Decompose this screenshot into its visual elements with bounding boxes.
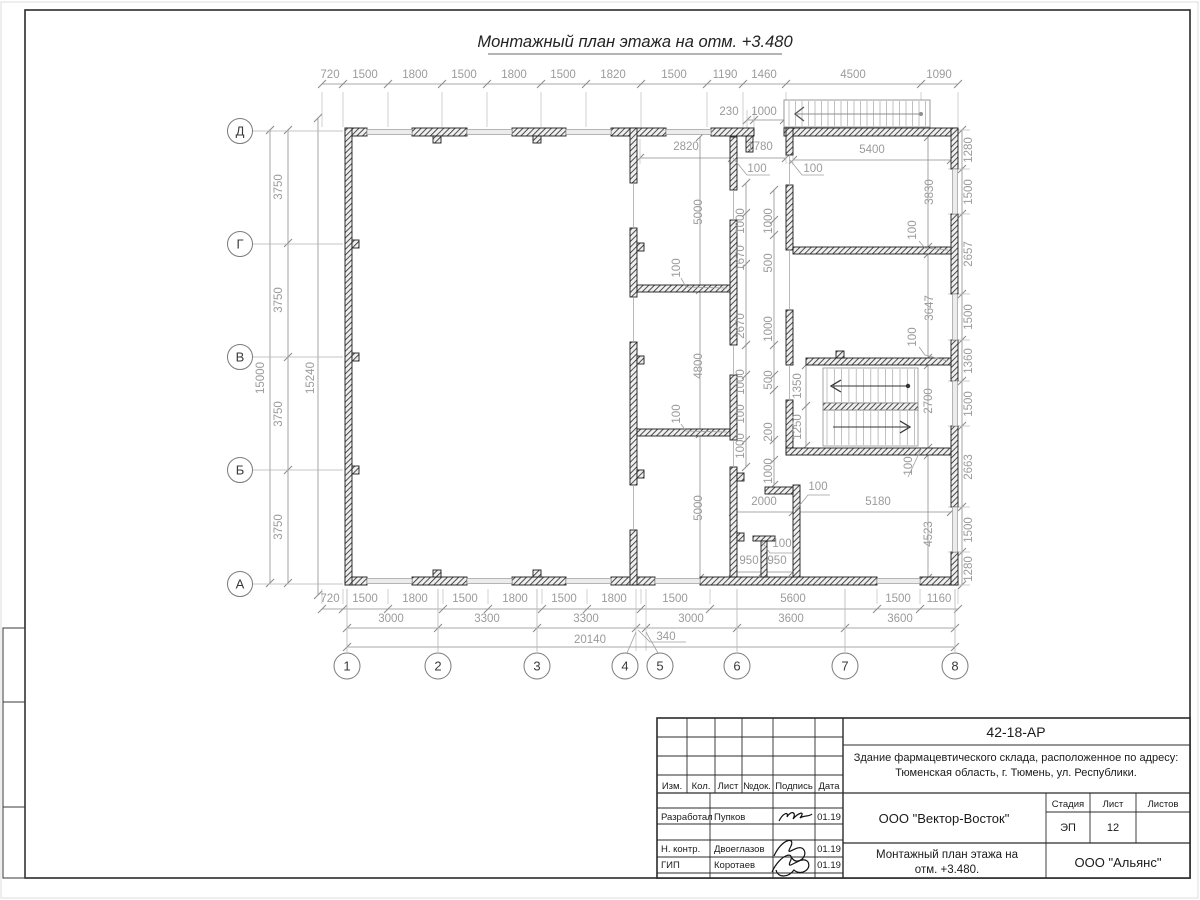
dim-label: 3750	[273, 401, 285, 427]
dim-label: 1000	[763, 316, 775, 342]
col-axis-label: 1	[343, 658, 351, 674]
sheets-label: Листов	[1147, 799, 1179, 810]
dim-label: 1500	[452, 593, 478, 605]
dim-label: 1280	[963, 556, 975, 582]
exterior-stair	[784, 100, 930, 127]
role-developer: Разработал	[661, 812, 713, 823]
dim-label: 1000	[763, 208, 775, 234]
col-axis-label: 3	[533, 658, 541, 674]
org-client: ООО "Альянс"	[1074, 855, 1162, 870]
dim-label: 1460	[751, 69, 777, 81]
col-izm: Изм.	[661, 781, 683, 792]
dim-label: 1000	[735, 208, 747, 234]
sheet-label: Лист	[1102, 799, 1124, 810]
stage-value: ЭП	[1060, 822, 1076, 834]
dim-label: 230	[719, 106, 739, 118]
dim-label: 3000	[678, 613, 704, 625]
col-ndok: №док.	[743, 781, 771, 792]
sheet-title: Монтажный план этажа на отм. +3.480	[477, 33, 793, 51]
dimension-lines	[266, 80, 970, 651]
dim-label: 3750	[273, 174, 285, 200]
dim-label: 1000	[735, 369, 747, 395]
date-developer: 01.19	[817, 812, 841, 823]
dim-label: 1500	[963, 517, 975, 543]
dim-label: 5000	[693, 199, 705, 225]
dim-label: 100	[747, 163, 767, 175]
dim-label: 1670	[735, 245, 747, 271]
col-axis-label: 5	[656, 658, 664, 674]
dim-label: 1820	[600, 69, 626, 81]
row-axis-label: А	[235, 576, 245, 592]
name-gip: Коротаев	[714, 860, 756, 871]
dim-label: 1500	[662, 593, 688, 605]
dim-label: 1280	[963, 137, 975, 163]
dim-label: 1500	[550, 69, 576, 81]
dim-label: 1800	[601, 593, 627, 605]
date-gip: 01.19	[817, 860, 841, 871]
dim-label: 100	[671, 258, 683, 278]
dim-label: 3300	[573, 613, 599, 625]
dim-label: 1780	[747, 141, 773, 153]
dim-label: 20140	[574, 634, 606, 646]
dim-label: 1500	[963, 391, 975, 417]
dim-label: 4500	[840, 69, 866, 81]
dim-label: 200	[763, 422, 775, 442]
row-axis-label: В	[235, 349, 245, 365]
dim-label: 15240	[305, 362, 317, 394]
dim-label: 100	[808, 481, 828, 493]
name-developer: Пупков	[714, 812, 746, 823]
dim-label: 1800	[402, 69, 428, 81]
walls	[345, 128, 958, 585]
row-axis-label: Г	[236, 236, 244, 252]
stair-arrow-dot	[919, 112, 923, 116]
dim-label: 1800	[502, 593, 528, 605]
dim-label: 1000	[751, 106, 777, 118]
col-axis-label: 8	[951, 658, 959, 674]
dim-label: 1500	[963, 304, 975, 330]
dim-label: 100	[907, 327, 919, 347]
dim-label: 1000	[735, 433, 747, 459]
dim-label: 100	[671, 404, 683, 424]
dim-label: 2000	[751, 496, 777, 508]
dim-label: 1500	[352, 69, 378, 81]
dim-label: 2670	[735, 313, 747, 339]
dim-label: 3300	[474, 613, 500, 625]
name-ncontrol: Двоеглазов	[714, 844, 765, 855]
dim-label: 4800	[693, 353, 705, 379]
dim-label: 1800	[501, 69, 527, 81]
dim-label: 3830	[924, 179, 936, 205]
drawing-name-line1: Монтажный план этажа на	[876, 849, 1018, 861]
dim-label: 1000	[763, 458, 775, 484]
dim-label: 720	[320, 593, 340, 605]
org-designer: ООО "Вектор-Восток"	[878, 811, 1010, 826]
row-axis-label: Д	[235, 123, 245, 139]
dim-label: 1500	[963, 179, 975, 205]
col-axis-label: 4	[621, 658, 629, 674]
dim-label: 2820	[673, 141, 699, 153]
stair-flight-dot	[906, 384, 910, 388]
dim-label: 950	[739, 555, 759, 567]
dim-label: 1500	[352, 593, 378, 605]
dim-label: 100	[803, 163, 823, 175]
dim-label: 1500	[451, 69, 477, 81]
sheet-number: 12	[1106, 822, 1120, 834]
dim-label: 4523	[923, 521, 935, 547]
dim-label: 5180	[865, 496, 891, 508]
dim-label: 1360	[963, 348, 975, 374]
dim-label: 500	[763, 253, 775, 273]
left-margin-cells	[3, 628, 25, 878]
dim-label: 100	[735, 404, 747, 424]
dim-label: 2700	[923, 388, 935, 414]
col-podpis: Подпись	[775, 781, 813, 792]
dim-label: 1250	[792, 414, 804, 440]
dim-label: 3647	[924, 295, 936, 321]
dim-label: 5000	[693, 495, 705, 521]
stairwell	[823, 368, 918, 446]
windows	[367, 130, 958, 584]
col-axis-label: 7	[841, 658, 849, 674]
dim-label: 1500	[661, 69, 687, 81]
dim-label: 1190	[712, 69, 738, 81]
date-ncontrol: 01.19	[817, 844, 841, 855]
dimension-labels	[255, 69, 975, 646]
dim-label: 100	[907, 220, 919, 240]
col-list: Лист	[717, 781, 739, 792]
title-block	[657, 718, 1190, 878]
dim-label: 5400	[859, 144, 885, 156]
stage-label: Стадия	[1051, 799, 1085, 810]
dim-label: 1800	[402, 593, 428, 605]
project-description-line1: Здание фармацевтического склада, расположенное по адресу:	[853, 752, 1179, 764]
row-axis-label: Б	[235, 462, 245, 478]
dim-label: 1500	[551, 593, 577, 605]
dim-label: 1500	[885, 593, 911, 605]
project-description-line2: Тюменская область, г. Тюмень, ул. Республики.	[895, 767, 1137, 779]
dim-label: 15000	[255, 362, 267, 394]
dim-label: 720	[320, 69, 340, 81]
dim-label: 100	[903, 456, 915, 476]
dim-label: 1350	[792, 373, 804, 399]
col-axis-label: 2	[434, 658, 442, 674]
dim-label: 500	[763, 370, 775, 390]
dim-label: 3750	[273, 514, 285, 540]
dim-label: 340	[656, 631, 676, 643]
axis-lines	[253, 131, 343, 584]
col-kol: Кол.	[691, 781, 711, 792]
dim-label: 2657	[963, 241, 975, 267]
dim-label: 3750	[273, 287, 285, 313]
dim-label: 3600	[778, 613, 804, 625]
col-axis-label: 6	[733, 658, 741, 674]
dim-label: 1160	[926, 593, 952, 605]
doc-number: 42-18-АР	[986, 724, 1046, 740]
drawing-name-line2: отм. +3.480.	[914, 864, 980, 876]
dim-label: 100	[772, 538, 792, 550]
role-gip: ГИП	[661, 860, 680, 871]
stair-landing	[823, 403, 918, 410]
dim-label: 3000	[378, 613, 404, 625]
dim-label: 5600	[780, 593, 806, 605]
dim-label: 950	[767, 555, 787, 567]
role-ncontrol: Н. контр.	[661, 844, 701, 855]
dim-label: 2663	[963, 454, 975, 480]
dim-label: 3600	[887, 613, 913, 625]
col-data: Дата	[818, 781, 840, 792]
dim-label: 1090	[926, 69, 952, 81]
